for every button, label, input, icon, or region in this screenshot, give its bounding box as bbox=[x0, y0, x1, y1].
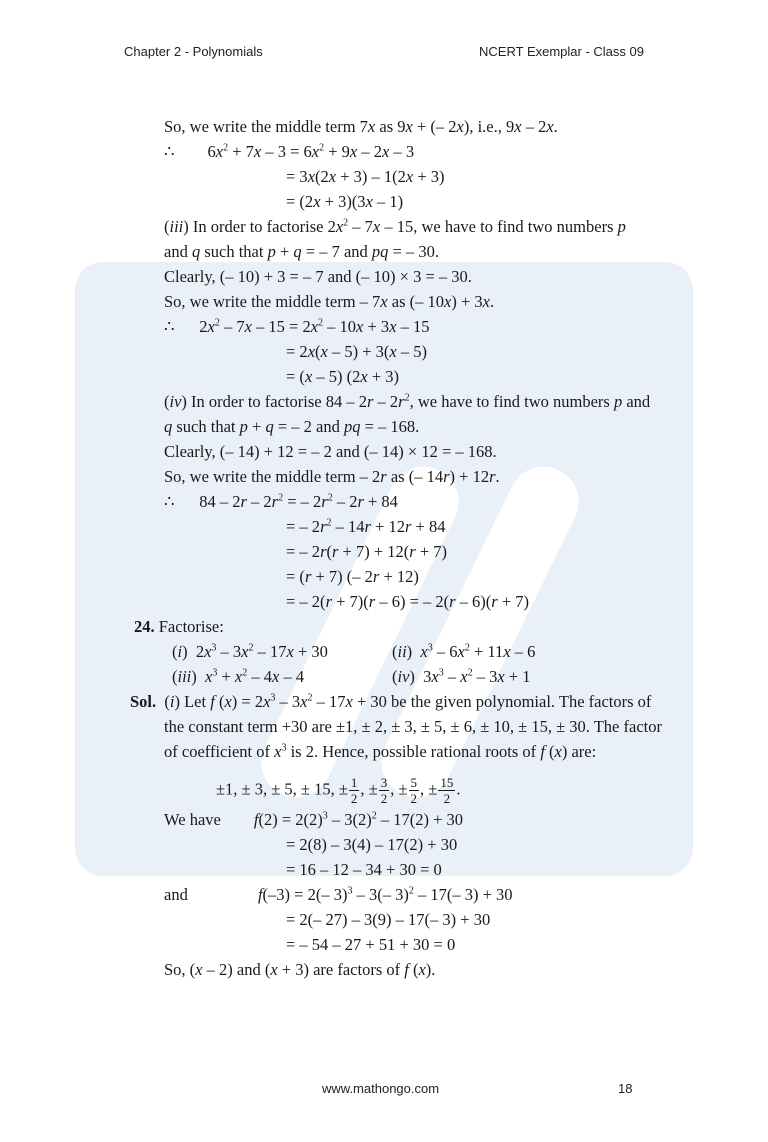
header-book: NCERT Exemplar - Class 09 bbox=[479, 44, 644, 59]
text-line: (iv) In order to factorise $84 - 2r - 2r^2$, we have to find two numbers p and bbox=[164, 392, 651, 411]
text-line: of coefficient of $x^3$ is 2. Hence, possible rational roots of f (x) are: bbox=[164, 742, 597, 761]
math-line: = – 2(r + 7)(r – 6) = – 2(r – 6)(r + 7) bbox=[286, 592, 530, 611]
problem-heading bbox=[134, 617, 224, 637]
math-line: = – 54 – 27 + 51 + 30 = 0 bbox=[286, 935, 456, 954]
text-line: So, we write the middle term – 7x as (– 10x) + 3x. bbox=[164, 292, 495, 311]
footer-url: www.mathongo.com bbox=[322, 1081, 440, 1096]
problem-title: Factorise: bbox=[158, 617, 224, 636]
text-line: the constant term +30 are ±1, ± 2, ± 3, ± 5, ± 6, ± 10, ± 15, ± 30. The factor bbox=[164, 717, 662, 736]
subproblem-iv: (iv) $3x^3 - x^2 - 3x + 1$ bbox=[392, 667, 531, 686]
math-line: ∴ $84 - 2r - 2r^2$ = – $2r^2 - 2r + 84$ bbox=[164, 492, 398, 511]
math-line: = – $2r^2 - 14r + 12r + 84$ bbox=[286, 517, 446, 536]
text-line: Clearly, (– 10) + 3 = – 7 and (– 10) × 3 = – 30. bbox=[164, 267, 472, 286]
math-line: = 2(– 27) – 3(9) – 17(– 3) + 30 bbox=[286, 910, 491, 929]
header-chapter: Chapter 2 - Polynomials bbox=[124, 44, 263, 59]
problem-number: 24. bbox=[134, 617, 155, 636]
page-number: 18 bbox=[618, 1081, 633, 1096]
math-line: = 16 – 12 – 34 + 30 = 0 bbox=[286, 860, 442, 879]
solution-label: Sol. bbox=[130, 692, 157, 711]
math-line: = 3x(2x + 3) – 1(2x + 3) bbox=[286, 167, 445, 186]
math-line: We have $f(2) = 2(2)^3 - 3(2)^2 - 17(2) + 30$ bbox=[164, 810, 464, 829]
text-line: q such that p + q = – 2 and pq = – 168. bbox=[164, 417, 420, 436]
subproblem-ii: (ii) $x^3 - 6x^2 + 11x - 6$ bbox=[392, 642, 536, 661]
subproblem-iii: (iii) $x^3 + x^2 - 4x - 4$ bbox=[172, 667, 305, 686]
solution-start: Sol. (i) Let f $(x) = 2x^3 - 3x^2 - 17x + 30$ be the given polynomial. The factors of bbox=[130, 692, 652, 711]
text-line: So, (x – 2) and (x + 3) are factors of f (x). bbox=[164, 960, 436, 979]
math-line: = (r + 7) (– 2r + 12) bbox=[286, 567, 419, 586]
math-line: = 2x(x – 5) + 3(x – 5) bbox=[286, 342, 427, 361]
text-line: So, we write the middle term 7x as 9x + (– 2x), i.e., 9x – 2x. bbox=[164, 117, 558, 136]
math-line: and f(–3) = 2(– 3)$^3$ – 3(– 3)$^2$ – 17(– 3) + 30 bbox=[164, 885, 513, 904]
math-line: = (2x + 3)(3x – 1) bbox=[286, 192, 404, 211]
subproblem-i: (i) $2x^3 - 3x^2 - 17x + 30$ bbox=[172, 642, 328, 661]
rational-roots: ±1, ± 3, ± 5, ± 15, ± $\frac{1}{2}$ , ± $\frac{3}{2}$ , ± $\frac{5}{2}$ , ± $\frac{15}{2}$ . bbox=[216, 775, 461, 806]
math-line: ∴ $2x^2 - 7x - 15 = 2x^2 - 10x + 3x - 15$ bbox=[164, 317, 430, 336]
math-line: = – 2r(r + 7) + 12(r + 7) bbox=[286, 542, 447, 561]
math-line: = 2(8) – 3(4) – 17(2) + 30 bbox=[286, 835, 458, 854]
math-line: ∴ $6x^2 + 7x - 3 = 6x^2 + 9x - 2x - 3$ bbox=[164, 142, 415, 161]
text-line: So, we write the middle term – 2r as (– 14r) + 12r. bbox=[164, 467, 500, 486]
text-line: (iii) In order to factorise $2x^2 - 7x - 15$, we have to find two numbers p bbox=[164, 217, 626, 236]
text-line: Clearly, (– 14) + 12 = – 2 and (– 14) × 12 = – 168. bbox=[164, 442, 497, 461]
math-line: = (x – 5) (2x + 3) bbox=[286, 367, 400, 386]
text-line: and q such that p + q = – 7 and pq = – 30. bbox=[164, 242, 439, 261]
